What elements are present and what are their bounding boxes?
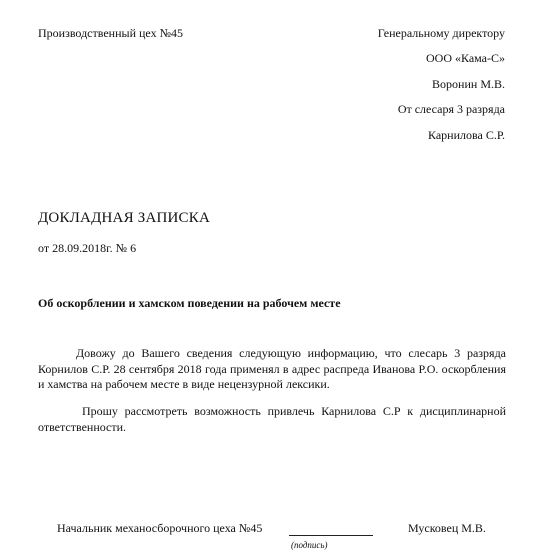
recipient-line: Воронин М.В. — [432, 77, 505, 91]
recipient-line: ООО «Кама-С» — [425, 51, 505, 65]
signer-name: Мусковец М.В. — [408, 521, 486, 535]
signature-line — [289, 535, 373, 536]
signature-caption: (подпись) — [291, 540, 328, 550]
recipient-line: Генеральному директору — [377, 26, 505, 40]
document-subject: Об оскорблении и хамском поведении на рабочем месте — [38, 296, 341, 310]
recipient-line: Карнилова С.Р. — [427, 128, 505, 142]
signer-position: Начальник механосборочного цеха №45 — [57, 521, 263, 535]
recipient-line: От слесаря 3 разряда — [397, 102, 505, 116]
document-date-number: от 28.09.2018г. № 6 — [38, 241, 137, 255]
body-paragraph: Довожу до Вашего сведения следующую информацию, что слесарь 3 разряда Корнилов С.Р. 28 сентября 2018 года применял в адрес распреда Иванова Р.О. оскорбления и хамства на рабочем месте в виде нецензурной лексики. — [38, 346, 506, 391]
body-paragraph: Прошу рассмотреть возможность привлечь Карнилова С.Р к дисциплинарной ответственности. — [38, 404, 506, 434]
document-title: ДОКЛАДНАЯ ЗАПИСКА — [38, 210, 210, 226]
department-name: Производственный цех №45 — [38, 26, 184, 40]
